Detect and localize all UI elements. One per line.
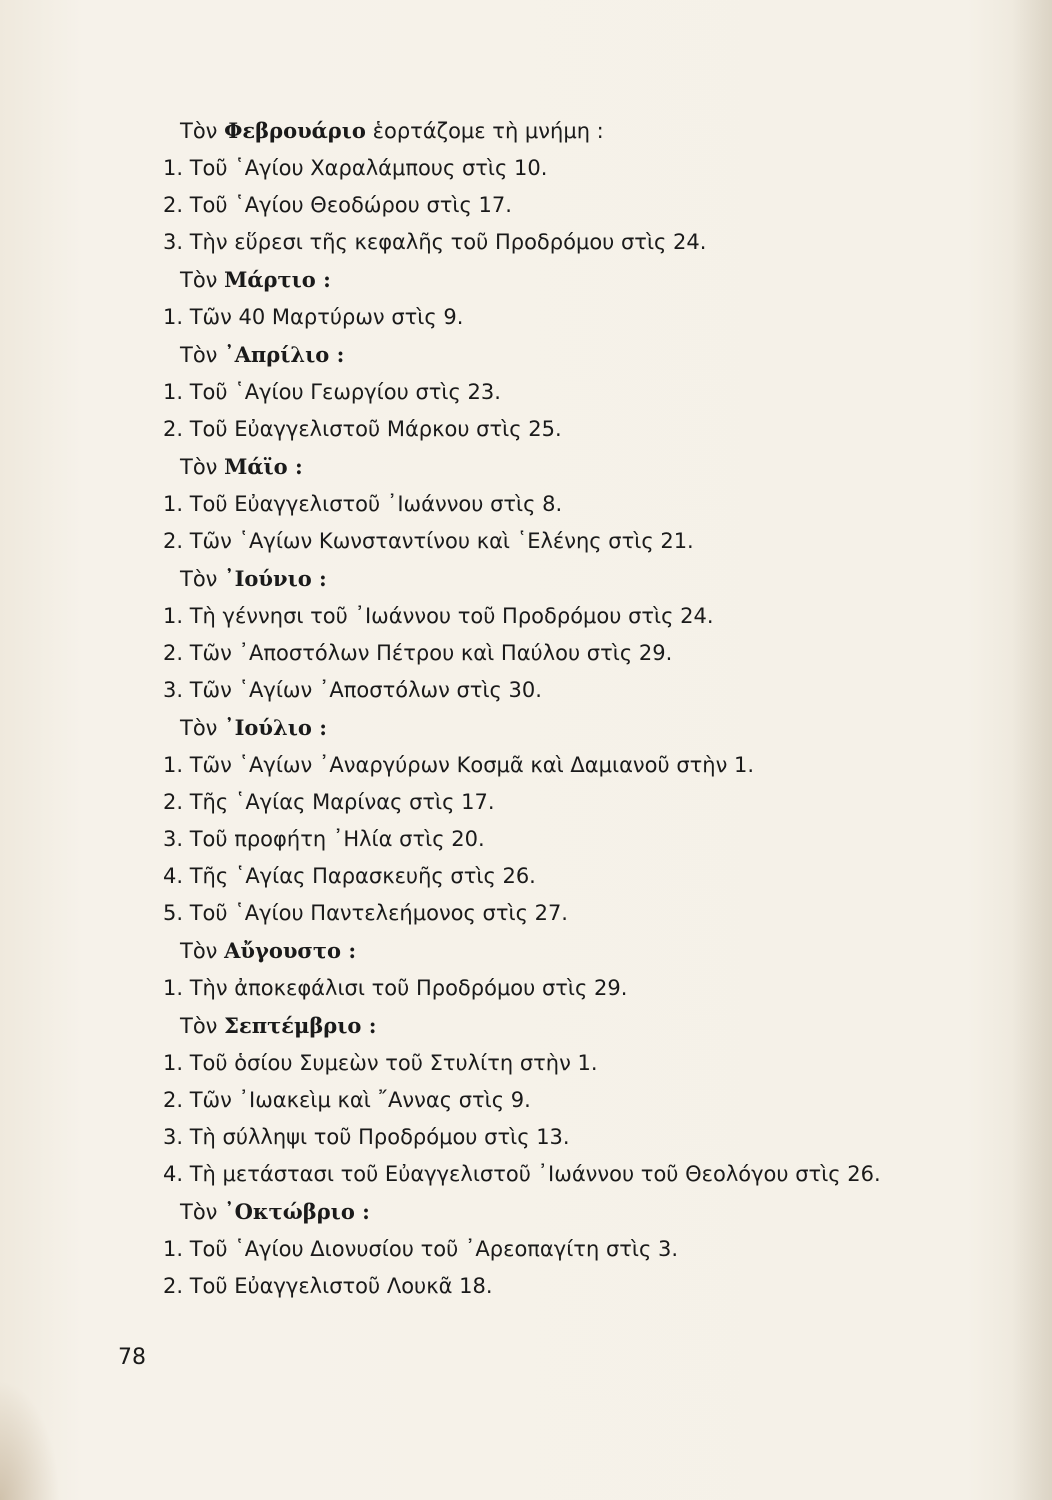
month-name: Μάϊο : xyxy=(224,454,303,479)
month-name: Φεβρουάριο xyxy=(224,118,366,143)
feast-item: 3. Τοῦ προφήτη ᾿Ηλία στὶς 20. xyxy=(163,827,485,851)
feast-item: 1. Τῶν 40 Μαρτύρων στὶς 9. xyxy=(163,305,464,329)
month-prefix: Τὸν xyxy=(180,567,218,591)
month-name: Αὔγουστο : xyxy=(224,938,357,963)
feast-item: 1. Τοῦ ὁσίου Συμεὼν τοῦ Στυλίτη στὴν 1. xyxy=(163,1051,598,1075)
feast-item: 3. Τὴ σύλληψι τοῦ Προδρόμου στὶς 13. xyxy=(163,1125,570,1149)
month-prefix: Τὸν xyxy=(180,455,218,479)
month-heading-april xyxy=(163,336,1023,374)
page-number: 78 xyxy=(118,1345,146,1370)
feast-item: 1. Τὴν ἀποκεφάλισι τοῦ Προδρόμου στὶς 29. xyxy=(163,976,628,1000)
month-prefix: Τὸν xyxy=(180,1014,218,1038)
month-heading-july xyxy=(163,709,1023,747)
feast-item: 1. Τῶν ῾Αγίων ᾿Αναργύρων Κοσμᾶ καὶ Δαμιανοῦ στὴν 1. xyxy=(163,753,755,777)
feast-list xyxy=(163,112,1023,1305)
month-name: ᾿Ιούλιο : xyxy=(224,715,327,740)
month-prefix: Τὸν xyxy=(180,1200,218,1224)
month-name: ᾿Απρίλιο : xyxy=(224,342,345,367)
feast-item: 2. Τῆς ῾Αγίας Μαρίνας στὶς 17. xyxy=(163,790,495,814)
feast-item: 3. Τὴν εὕρεσι τῆς κεφαλῆς τοῦ Προδρόμου στὶς 24. xyxy=(163,230,707,254)
month-prefix: Τὸν xyxy=(180,939,218,963)
intro-prefix: Τὸν xyxy=(180,119,218,143)
feast-item: 1. Τοῦ ῾Αγίου Χαραλάμπους στὶς 10. xyxy=(163,156,548,180)
feast-item: 2. Τῶν ᾿Αποστόλων Πέτρου καὶ Παύλου στὶς 29. xyxy=(163,641,673,665)
feast-item: 4. Τὴ μετάστασι τοῦ Εὐαγγελιστοῦ ᾿Ιωάννου τοῦ Θεολόγου στὶς 26. xyxy=(163,1162,881,1186)
month-name: Σεπτέμβριο : xyxy=(224,1013,377,1038)
feast-item: 2. Τῶν ᾿Ιωακεὶμ καὶ ῎Αννας στὶς 9. xyxy=(163,1088,531,1112)
month-name: ᾿Ιούνιο : xyxy=(224,566,327,591)
feast-item: 5. Τοῦ ῾Αγίου Παντελεήμονος στὶς 27. xyxy=(163,901,568,925)
month-prefix: Τὸν xyxy=(180,268,218,292)
feast-item: 4. Τῆς ῾Αγίας Παρασκευῆς στὶς 26. xyxy=(163,864,536,888)
month-heading-august xyxy=(163,932,1023,970)
feast-item: 2. Τοῦ Εὐαγγελιστοῦ Μάρκου στὶς 25. xyxy=(163,417,562,441)
month-heading-october xyxy=(163,1193,1023,1231)
feast-item: 1. Τὴ γέννησι τοῦ ᾿Ιωάννου τοῦ Προδρόμου στὶς 24. xyxy=(163,604,714,628)
month-heading-may xyxy=(163,448,1023,486)
feast-item: 2. Τοῦ Εὐαγγελιστοῦ Λουκᾶ 18. xyxy=(163,1274,493,1298)
feast-item: 2. Τῶν ῾Αγίων Κωνσταντίνου καὶ ῾Ελένης στὶς 21. xyxy=(163,529,694,553)
month-prefix: Τὸν xyxy=(180,716,218,740)
corner-wear xyxy=(0,1380,60,1500)
feast-item: 2. Τοῦ ῾Αγίου Θεοδώρου στὶς 17. xyxy=(163,193,512,217)
month-heading-june xyxy=(163,560,1023,598)
feast-item: 1. Τοῦ ῾Αγίου Γεωργίου στὶς 23. xyxy=(163,380,501,404)
month-heading-september xyxy=(163,1007,1023,1045)
month-name: Μάρτιο : xyxy=(224,267,331,292)
feast-item: 1. Τοῦ Εὐαγγελιστοῦ ᾿Ιωάννου στὶς 8. xyxy=(163,492,563,516)
feast-item: 1. Τοῦ ῾Αγίου Διονυσίου τοῦ ᾿Αρεοπαγίτη στὶς 3. xyxy=(163,1237,679,1261)
intro-suffix: ἑορτάζομε τὴ μνήμη : xyxy=(372,119,604,143)
month-prefix: Τὸν xyxy=(180,343,218,367)
feast-item: 3. Τῶν ῾Αγίων ᾿Αποστόλων στὶς 30. xyxy=(163,678,542,702)
month-name: ᾿Οκτώβριο : xyxy=(224,1199,370,1224)
month-heading-march xyxy=(163,261,1023,299)
month-heading-february xyxy=(163,112,1023,150)
